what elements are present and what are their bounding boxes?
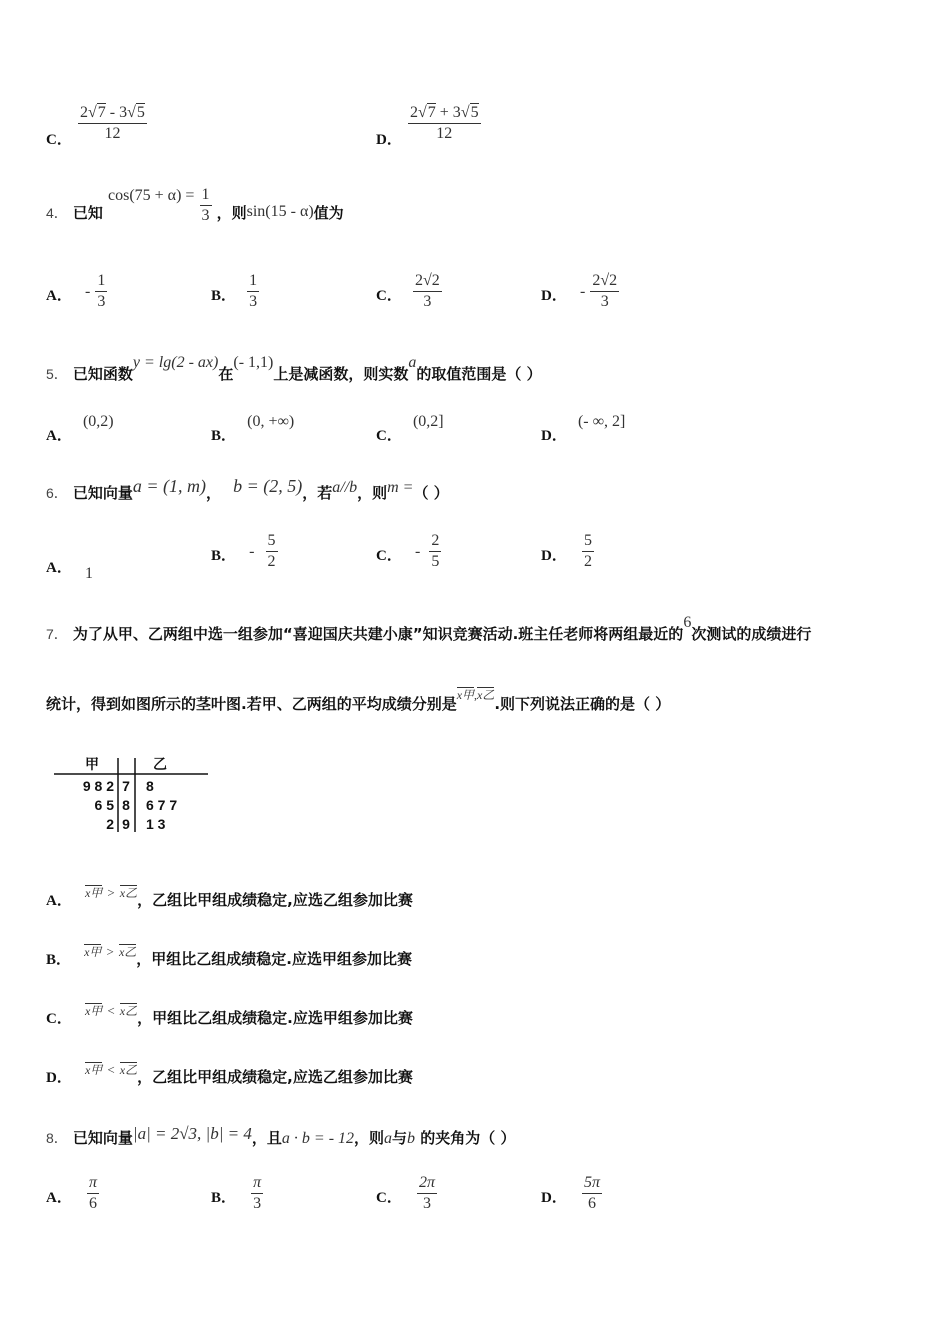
q7-mean-jia: x甲: [456, 688, 475, 702]
q8-text-then: ，则: [354, 1129, 385, 1147]
q7-option-a-label: A．: [46, 893, 72, 909]
q8-magnitudes: |a| = 2√3, |b| = 4: [132, 1124, 252, 1143]
q6-stem: [46, 476, 449, 503]
q5-option-b-label: B．: [211, 428, 237, 444]
q8-option-d-den: 6: [587, 1195, 596, 1212]
q5-option-c-label: C．: [376, 428, 402, 444]
stem-leaf-row3-right: 1 3: [146, 816, 166, 832]
q4-option-d: [541, 272, 619, 311]
q4-option-b-label: B．: [211, 288, 237, 304]
q3-c-coef: 2: [80, 104, 88, 121]
q6-option-c: [376, 532, 441, 571]
q5-option-a-value: (0,2): [82, 413, 114, 430]
q4-option-d-num: 2√2: [590, 272, 619, 292]
q5-text-on: 在: [218, 365, 234, 383]
q8-option-b-label: B．: [211, 1190, 237, 1206]
q3-d-denominator: 12: [436, 125, 453, 142]
q7-text-line1: 为了从甲、乙两组中选一组参加“喜迎国庆共建小康”知识竞赛活动.班主任老师将两组最近的: [72, 625, 684, 643]
q8-option-c-den: 3: [422, 1195, 431, 1212]
q5-option-a: [46, 411, 114, 445]
q6-option-c-label: C．: [376, 548, 402, 564]
stem-leaf-row1-left: 9 8 2: [82, 778, 114, 794]
q4-condition: cos(75 + α) =: [108, 187, 195, 204]
q7-option-b-label: B．: [46, 952, 72, 968]
stem-leaf-row3-left: 2: [106, 816, 114, 832]
q5-function: y = lg(2 - ax): [132, 354, 219, 371]
q8-option-c-label: C．: [376, 1190, 402, 1206]
q5-text-decreasing: 上是减函数，则实数: [273, 365, 409, 383]
q6-option-c-num: 2: [429, 532, 441, 552]
stem-leaf-row2-left: 6 5: [94, 797, 114, 813]
q5-option-c: [376, 411, 444, 445]
q8-dot-product: a · b = - 12: [281, 1130, 355, 1147]
stem-leaf-row2-stem: 8: [122, 797, 130, 813]
q6-option-b-num: 5: [266, 532, 278, 552]
q3-option-c-value: $\frac{2√7 - 3√5}{12}$: [80, 104, 145, 142]
q5-number: 5．: [46, 366, 68, 382]
q8-option-a-den: 6: [88, 1195, 97, 1212]
q3-d-radicand-a: 7: [427, 104, 436, 121]
q6-option-d-num: 5: [582, 532, 594, 552]
q6-option-a-value: 1: [84, 565, 93, 582]
stem-leaf-plot: [54, 754, 214, 834]
q5-option-b-value: (0, +∞): [247, 413, 295, 430]
q7-option-a: A． x甲 > x乙，乙组比甲组成绩稳定,应选乙组参加比赛: [46, 885, 413, 909]
q3-c-radicand-b: 5: [136, 104, 145, 121]
q7-test-count: 6: [683, 614, 692, 631]
q8-option-b-den: 3: [253, 1195, 262, 1212]
q5-text: 已知函数: [72, 365, 133, 383]
q7-option-d-label: D．: [46, 1070, 72, 1086]
q8-option-a: [46, 1174, 99, 1213]
q6-option-c-sign: -: [414, 543, 421, 560]
q5-option-b: [211, 411, 294, 445]
q4-option-a: [46, 272, 107, 311]
stem-leaf-header-jia: 甲: [85, 756, 99, 772]
q8-option-b: [211, 1174, 263, 1213]
q8-option-b-num: π: [251, 1174, 263, 1194]
q4-number: 4．: [46, 205, 68, 221]
q7-text-line1-end: 次测试的成绩进行: [691, 625, 812, 643]
stem-leaf-header-yi: 乙: [153, 756, 167, 772]
q7-option-c-text: ，甲组比乙组成绩稳定.应选甲组参加比赛: [137, 1009, 413, 1027]
q6-option-a: [46, 556, 93, 583]
q6-parallel-condition: a//b: [332, 479, 358, 496]
q4-option-a-sign: -: [84, 283, 91, 300]
q8-text-angle: 的夹角为（ ）: [415, 1129, 516, 1147]
q8-text-and: ，且: [251, 1129, 282, 1147]
q7-option-c-relation: <: [107, 1003, 115, 1018]
q8-vector-a: a: [384, 1130, 393, 1147]
q4-text: 已知: [72, 204, 103, 222]
q4-option-b-num: 1: [247, 272, 259, 292]
q4-option-a-num: 1: [95, 272, 107, 292]
q8-stem: [46, 1124, 516, 1148]
q4-target-expression: sin(15 - α): [246, 203, 314, 220]
q4-stem: [46, 186, 344, 225]
q4-option-d-sign: -: [579, 283, 586, 300]
stem-leaf-row1-stem: 7: [122, 778, 130, 794]
q5-option-a-label: A．: [46, 428, 72, 444]
q6-vector-a: a = (1, m): [132, 476, 207, 496]
q6-option-c-den: 5: [431, 553, 440, 570]
q8-option-a-label: A．: [46, 1190, 72, 1206]
q8-option-a-num: π: [87, 1174, 99, 1194]
q4-option-d-label: D．: [541, 288, 567, 304]
q6-number: 6．: [46, 485, 68, 501]
q6-option-d-label: D．: [541, 548, 567, 564]
q8-text: 已知向量: [72, 1129, 133, 1147]
q4-option-c: [376, 272, 442, 311]
q3-option-d-label: D．: [376, 132, 402, 148]
q6-answer-blank: （ ）: [413, 484, 449, 502]
q3-d-coef: 2: [410, 104, 418, 121]
q7-number: 7．: [46, 626, 68, 642]
q7-option-c-label: C．: [46, 1011, 72, 1027]
q4-option-a-label: A．: [46, 288, 72, 304]
q7-text-line2: 统计，得到如图所示的茎叶图.若甲、乙两组的平均成绩分别是: [46, 695, 457, 713]
q6-option-a-label: A．: [46, 560, 72, 576]
q8-number: 8．: [46, 1130, 68, 1146]
q4-option-a-den: 3: [97, 293, 106, 310]
q6-text-then: ，则: [357, 484, 388, 502]
q5-variable: a: [408, 354, 417, 371]
q7-option-b-relation: >: [106, 944, 114, 959]
q3-d-radicand-b: 5: [470, 104, 479, 121]
q4-text-value: 值为: [313, 204, 344, 222]
q5-text-range: 的取值范围是（ ）: [416, 365, 542, 383]
q8-option-c: [376, 1174, 437, 1213]
q6-option-d: [541, 532, 594, 571]
q8-vector-b: b: [407, 1130, 416, 1147]
q7-option-d-text: ，乙组比甲组成绩稳定,应选乙组参加比赛: [137, 1068, 413, 1086]
q3-option-c-label: C．: [46, 132, 72, 148]
q7-stem-line1: [46, 612, 811, 644]
q4-option-b: [211, 272, 259, 311]
q6-unknown: m =: [387, 479, 414, 496]
q4-condition-fraction: $\frac{1}{3}$: [201, 186, 210, 224]
q3-c-radicand-a: 7: [97, 104, 106, 121]
q5-option-d-value: (- ∞, 2]: [577, 413, 626, 430]
q8-option-d-num: 5π: [582, 1174, 602, 1194]
q8-option-c-num: 2π: [417, 1174, 437, 1194]
q7-option-d-relation: <: [107, 1062, 115, 1077]
q3-c-operator: - 3: [105, 104, 128, 121]
q6-option-b-den: 2: [267, 553, 276, 570]
q7-text-line2-end: .则下列说法正确的是（ ）: [494, 695, 671, 713]
q3-option-d-value: $\frac{2√7 + 3√5}{12}$: [410, 104, 479, 142]
q7-option-d: D． x甲 < x乙，乙组比甲组成绩稳定,应选乙组参加比赛: [46, 1062, 413, 1086]
q6-option-b-sign: -: [249, 543, 255, 560]
q4-option-c-den: 3: [423, 293, 432, 310]
q7-option-b: B． x甲 > x乙，甲组比乙组成绩稳定.应选甲组参加比赛: [46, 944, 412, 968]
q5-interval: (- 1,1): [233, 354, 274, 371]
q8-option-d-label: D．: [541, 1190, 567, 1206]
q7-mean-yi: x乙: [477, 688, 495, 702]
q4-option-c-label: C．: [376, 288, 402, 304]
q4-option-d-den: 3: [600, 293, 609, 310]
q7-stem-line2: 统计，得到如图所示的茎叶图.若甲、乙两组的平均成绩分别是$^{x甲,x乙}$.则下列说法正确的是（ ）: [46, 688, 671, 713]
q6-text-if: ，若: [302, 484, 333, 502]
q5-option-d: [541, 411, 625, 445]
q7-option-a-relation: >: [107, 885, 115, 900]
q5-option-c-value: (0,2]: [412, 413, 444, 430]
q6-option-b-label: B．: [211, 548, 237, 564]
q3-d-operator: + 3: [435, 104, 461, 121]
q5-option-d-label: D．: [541, 428, 567, 444]
q3-c-denominator: 12: [104, 125, 121, 142]
q6-option-b: [211, 532, 278, 571]
q4-text-then: ，则: [216, 204, 247, 222]
stem-leaf-row1-right: 8: [146, 778, 154, 794]
q8-option-d: [541, 1174, 602, 1213]
q6-separator: ，: [206, 484, 222, 502]
q6-vector-b: b = (2, 5): [233, 476, 303, 496]
q7-option-b-text: ，甲组比乙组成绩稳定.应选甲组参加比赛: [136, 950, 412, 968]
q6-text: 已知向量: [72, 484, 133, 502]
q8-text-with: 与: [392, 1129, 408, 1147]
stem-leaf-row2-right: 6 7 7: [146, 797, 178, 813]
q7-option-a-text: ，乙组比甲组成绩稳定,应选乙组参加比赛: [137, 891, 413, 909]
q6-option-d-den: 2: [583, 553, 592, 570]
q7-option-c: C． x甲 < x乙，甲组比乙组成绩稳定.应选甲组参加比赛: [46, 1003, 413, 1027]
q4-option-c-num: 2√2: [413, 272, 442, 292]
q4-option-b-den: 3: [249, 293, 258, 310]
q5-stem: [46, 352, 542, 384]
stem-leaf-row3-stem: 9: [122, 816, 130, 832]
